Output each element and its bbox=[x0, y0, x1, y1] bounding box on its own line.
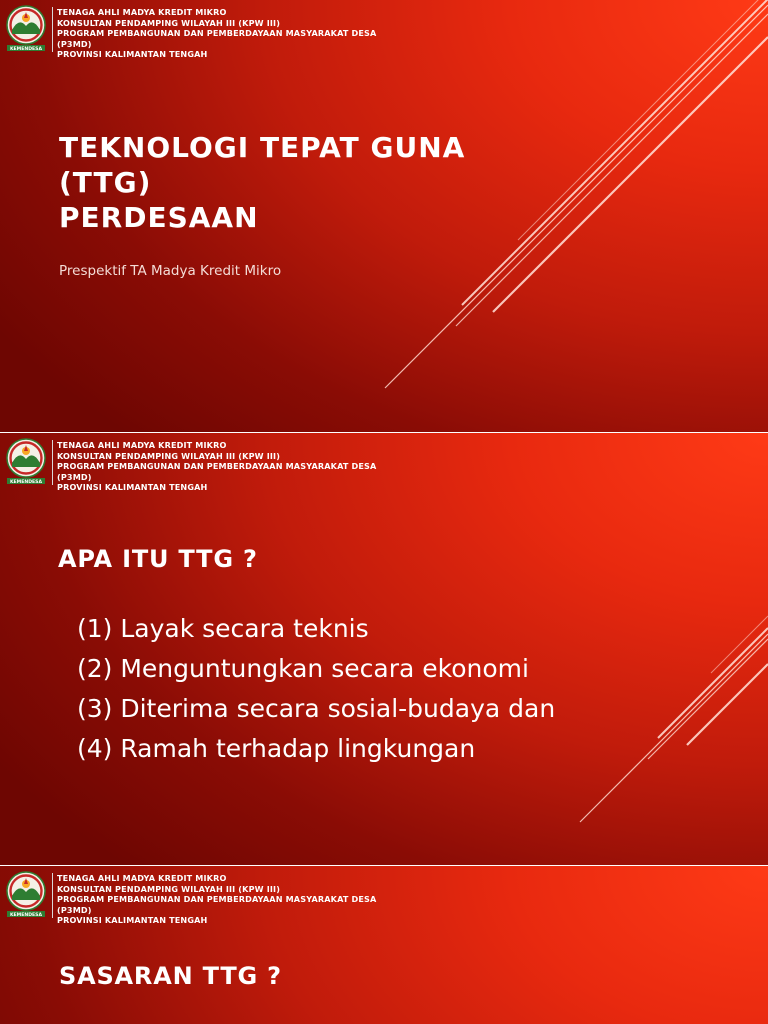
slide-1 bbox=[0, 0, 768, 432]
list-item: (1) Layak secara teknis bbox=[77, 614, 369, 643]
title-line-2: (TTG) bbox=[59, 166, 152, 199]
kemendesa-logo bbox=[5, 438, 47, 485]
header-line-2: KONSULTAN PENDAMPING WILAYAH III (KPW III) bbox=[57, 450, 281, 461]
list-item: (4) Ramah terhadap lingkungan bbox=[77, 734, 476, 763]
title-line-3: PERDESAAN bbox=[59, 201, 259, 234]
header-line-4: (P3MD) bbox=[57, 38, 92, 49]
header-line-1: TENAGA AHLI MADYA KREDIT MIKRO bbox=[57, 440, 227, 450]
header-divider bbox=[52, 440, 53, 485]
header-line-1: TENAGA AHLI MADYA KREDIT MIKRO bbox=[57, 873, 227, 883]
header-line-1: TENAGA AHLI MADYA KREDIT MIKRO bbox=[57, 7, 227, 17]
header-line-2: KONSULTAN PENDAMPING WILAYAH III (KPW III) bbox=[57, 17, 281, 28]
header-line-5: PROVINSI KALIMANTAN TENGAH bbox=[57, 482, 208, 493]
header-line-4: (P3MD) bbox=[57, 904, 92, 915]
slide-2-title: APA ITU TTG ? bbox=[58, 545, 258, 573]
kemendesa-logo bbox=[5, 871, 47, 918]
slide-header bbox=[5, 5, 605, 60]
slide-header bbox=[5, 871, 605, 926]
header-text bbox=[57, 873, 376, 926]
kemendesa-logo bbox=[5, 5, 47, 52]
svg-text:KEMENDESA: KEMENDESA bbox=[9, 480, 43, 485]
header-line-3: PROGRAM PEMBANGUNAN DAN PEMBERDAYAAN MASYARAKAT DESA bbox=[57, 894, 377, 905]
list-item: (3) Diterima secara sosial-budaya dan bbox=[77, 694, 556, 723]
list-item: (2) Menguntungkan secara ekonomi bbox=[77, 654, 529, 683]
header-text bbox=[57, 7, 376, 60]
slide-1-title bbox=[59, 130, 465, 235]
header-line-3: PROGRAM PEMBANGUNAN DAN PEMBERDAYAAN MASYARAKAT DESA bbox=[57, 28, 377, 39]
svg-text:KEMENDESA: KEMENDESA bbox=[9, 913, 43, 918]
slide-header bbox=[5, 438, 605, 493]
slide-3-title: SASARAN TTG ? bbox=[59, 962, 282, 990]
slide-2 bbox=[0, 433, 768, 865]
header-line-2: KONSULTAN PENDAMPING WILAYAH III (KPW III) bbox=[57, 883, 281, 894]
header-divider bbox=[52, 7, 53, 52]
header-line-3: PROGRAM PEMBANGUNAN DAN PEMBERDAYAAN MASYARAKAT DESA bbox=[57, 461, 377, 472]
slide-3 bbox=[0, 866, 768, 1024]
svg-text:KEMENDESA: KEMENDESA bbox=[9, 47, 43, 52]
slide-1-subtitle: Prespektif TA Madya Kredit Mikro bbox=[59, 263, 282, 279]
criteria-list bbox=[77, 609, 555, 769]
header-text bbox=[57, 440, 376, 493]
header-line-5: PROVINSI KALIMANTAN TENGAH bbox=[57, 49, 208, 60]
title-line-1: TEKNOLOGI TEPAT GUNA bbox=[59, 131, 466, 164]
header-line-5: PROVINSI KALIMANTAN TENGAH bbox=[57, 915, 208, 926]
header-line-4: (P3MD) bbox=[57, 471, 92, 482]
header-divider bbox=[52, 873, 53, 918]
